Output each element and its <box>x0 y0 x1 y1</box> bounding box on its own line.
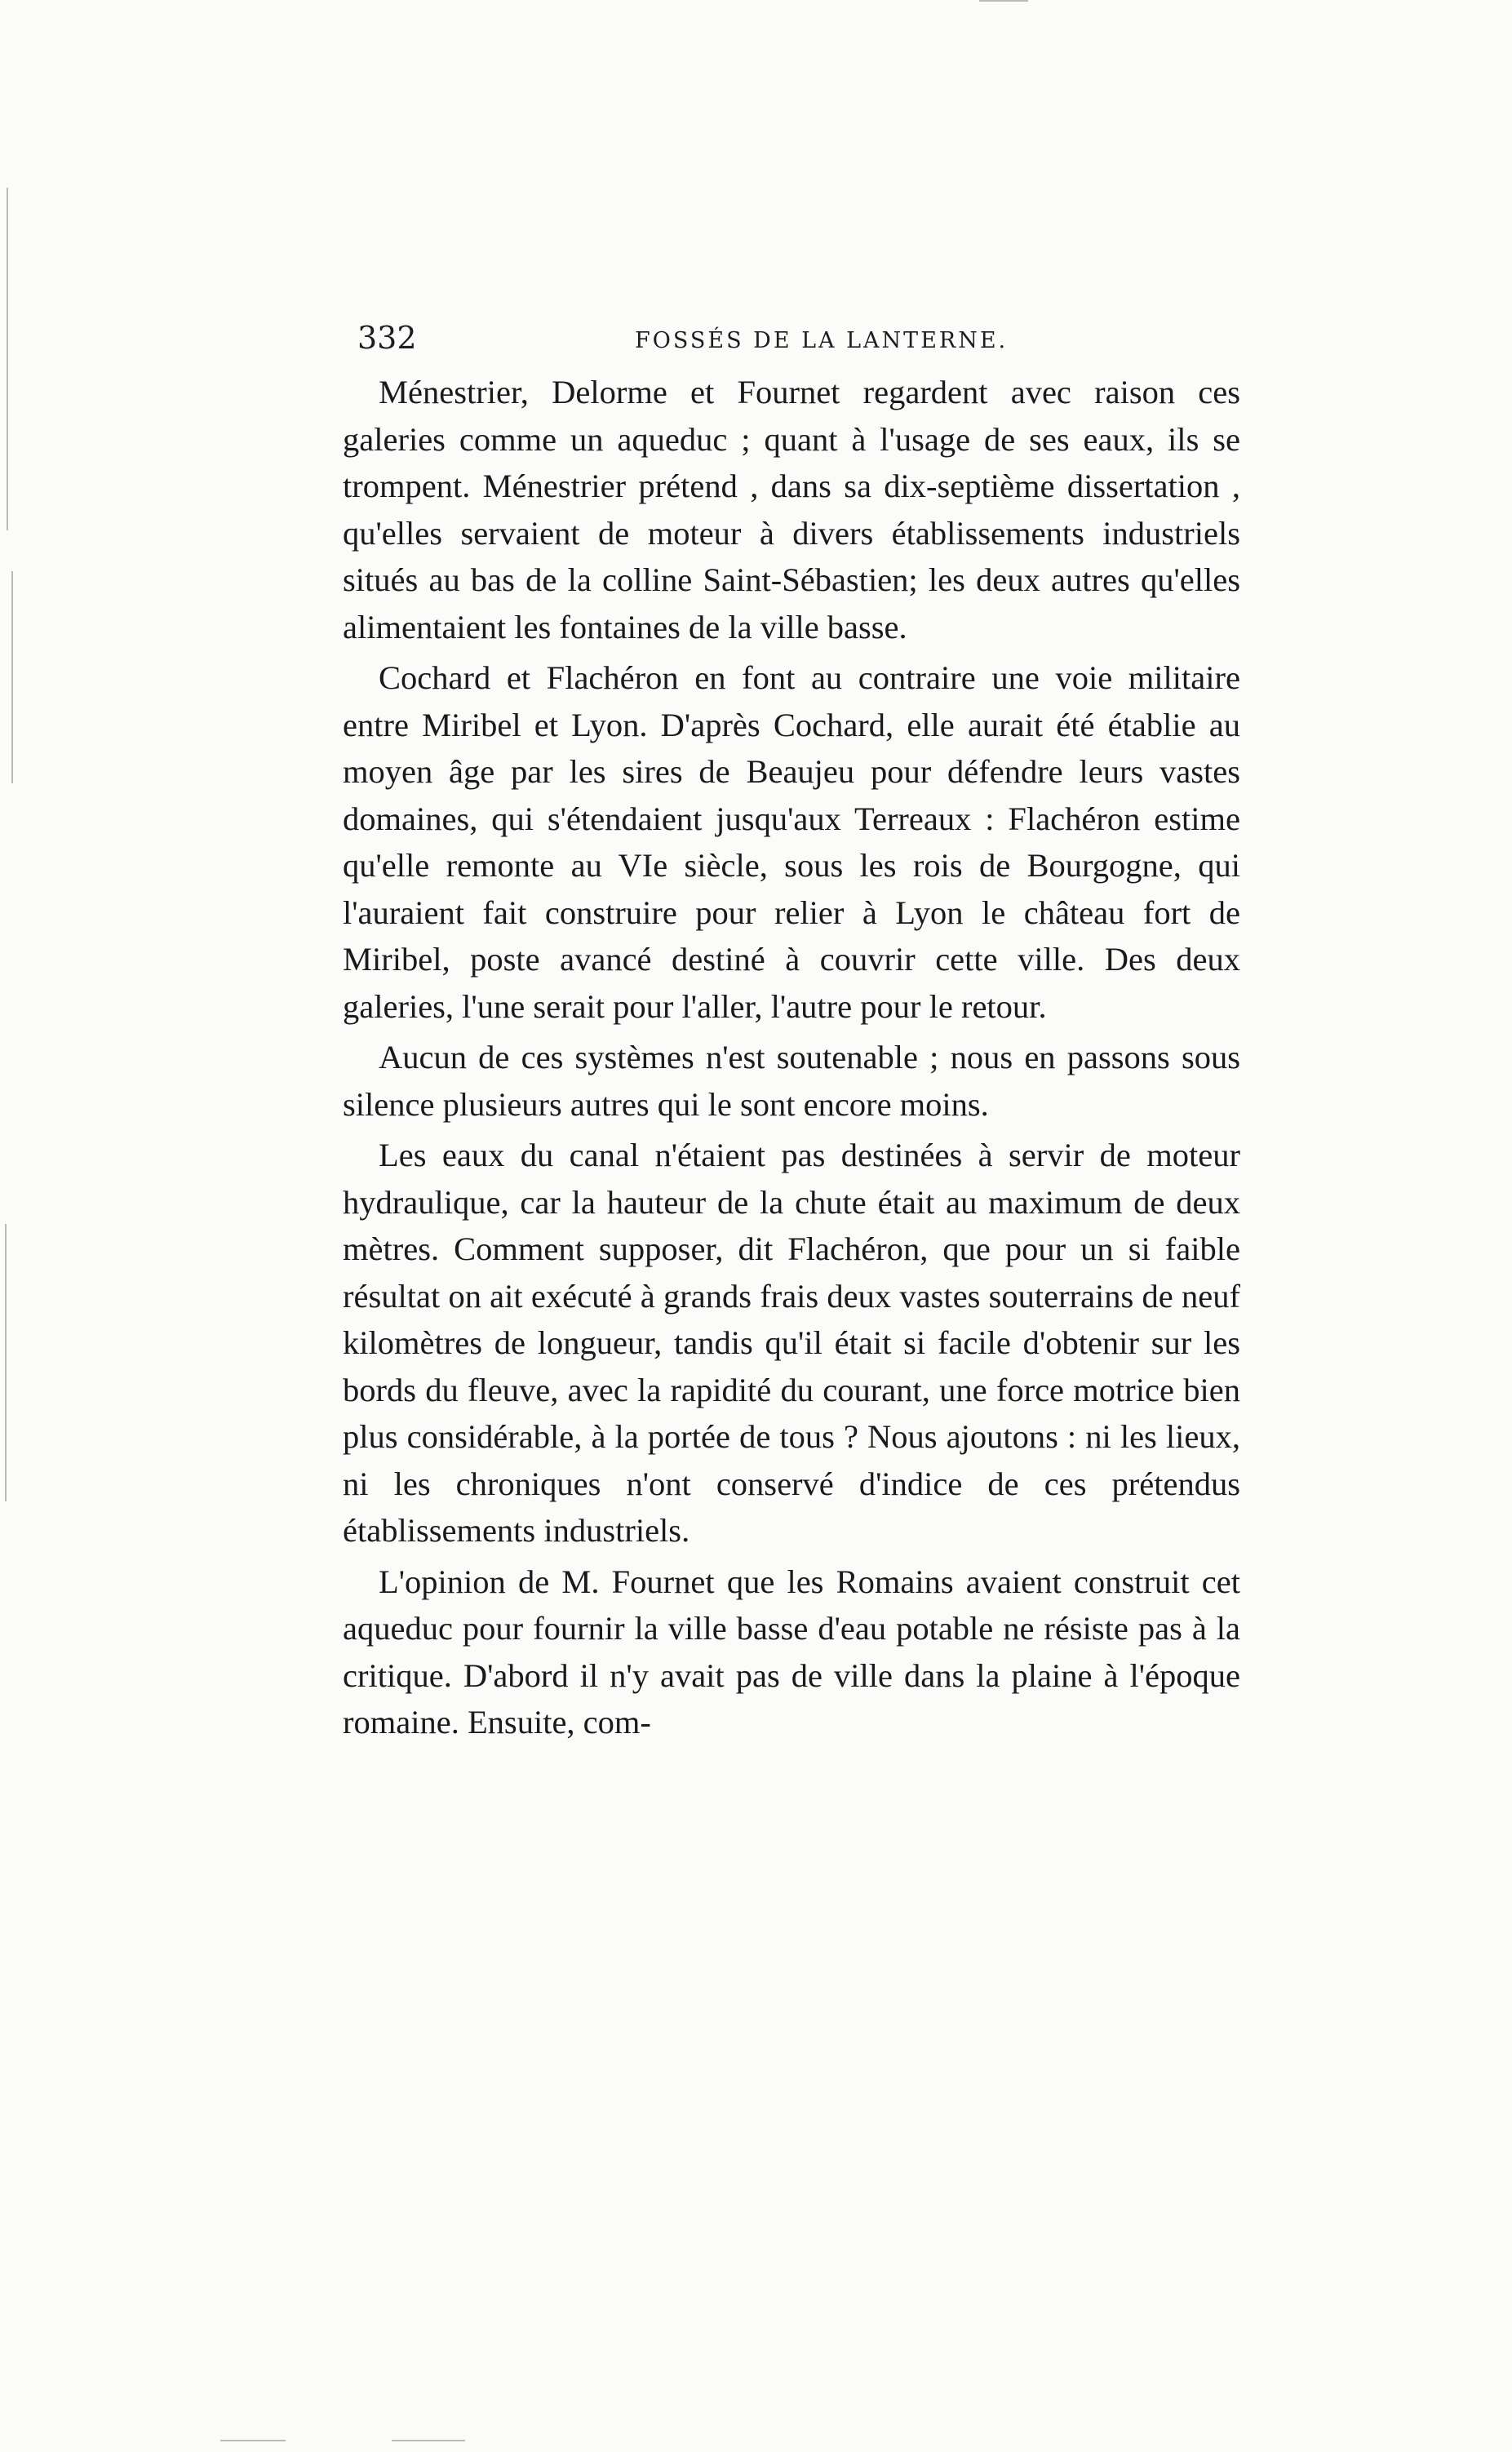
scan-artifact <box>5 1224 7 1501</box>
running-head: FOSSÉS DE LA LANTERNE. <box>635 328 1009 353</box>
scan-artifact <box>392 2440 465 2441</box>
scan-artifact <box>11 571 13 783</box>
paragraph: Cochard et Flachéron en font au contraire une voie militaire entre Miribel et Lyon. D'après Cochard, elle aurait été établie au moyen âge par les sires de Beaujeu pour défendre leurs vastes domaines, qui s'étendaient jusqu'aux Terreaux : Flachéron estime qu'elle remonte au VIe siècle, sous les rois de Bourgogne, qui l'auraient fait construire pour relier à Lyon le château fort de Miribel, poste avancé destiné à couvrir cette ville. Des deux galeries, l'une serait pour l'aller, l'autre pour le retour. <box>343 659 1240 1025</box>
body-text <box>343 369 1240 1746</box>
scan-artifact <box>979 0 1028 2</box>
paragraph: Aucun de ces systèmes n'est soutenable ; nous en passons sous silence plusieurs autres qui le sont encore moins. <box>343 1039 1240 1123</box>
page-header <box>357 320 1239 369</box>
paragraph: Les eaux du canal n'étaient pas destinées à servir de moteur hydraulique, car la hauteur de la chute était au maximum de deux mètres. Comment supposer, dit Flachéron, que pour un si faible résultat on ait exécuté à grands frais deux vastes souterrains de neuf kilomètres de longueur, tandis qu'il était si facile d'obtenir sur les bords du fleuve, avec la rapidité du courant, une force motrice bien plus considérable, à la portée de tous ? Nous ajoutons : ni les lieux, ni les chroniques n'ont conservé d'indice de ces prétendus établissements industriels. <box>343 1137 1240 1549</box>
page-number: 332 <box>357 320 417 356</box>
paragraph: L'opinion de M. Fournet que les Romains avaient construit cet aqueduc pour fournir la ville basse d'eau potable ne résiste pas à la critique. D'abord il n'y avait pas de ville dans la plaine à l'époque romaine. Ensuite, com- <box>343 1563 1240 1740</box>
paragraph: Ménestrier, Delorme et Fournet regardent avec raison ces galeries comme un aqueduc ; quant à l'usage de ses eaux, ils se trompent. Ménestrier prétend , dans sa dix-septième dissertation , qu'elles servaient de moteur à divers établissements industriels situés au bas de la colline Saint-Sébastien; les deux autres qu'elles alimentaient les fontaines de la ville basse. <box>343 374 1240 645</box>
scan-artifact <box>7 188 8 530</box>
scan-artifact <box>220 2440 286 2441</box>
